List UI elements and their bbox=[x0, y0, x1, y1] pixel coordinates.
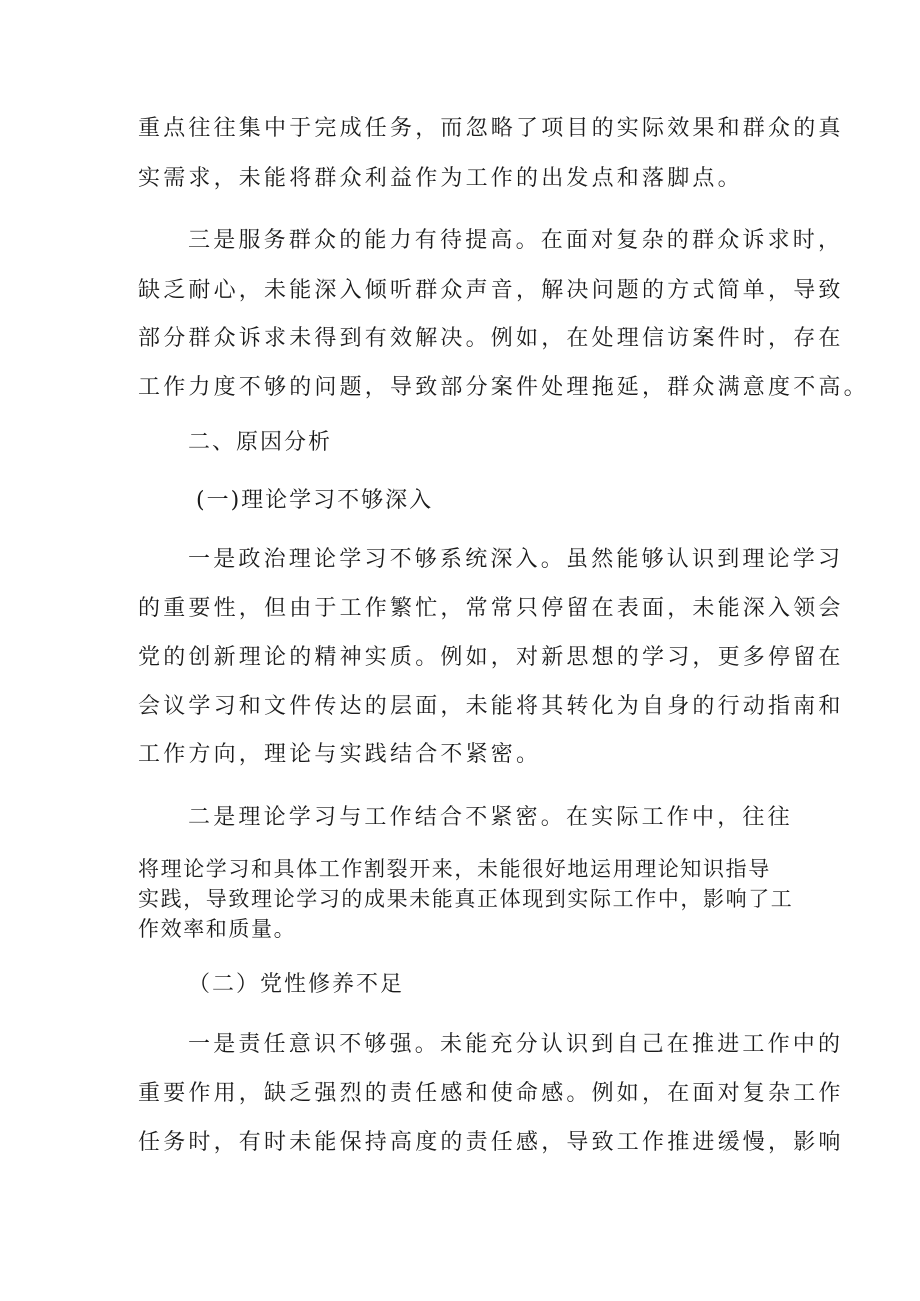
paragraph-first-line: 一是责任意识不够强。未能充分认识到自己在推进工作中的 bbox=[188, 1032, 844, 1057]
paragraph-first-line: 一是政治理论学习不够系统深入。虽然能够认识到理论学习 bbox=[188, 547, 844, 572]
body-text-line: 将理论学习和具体工作割裂开来，未能很好地运用理论知识指导 bbox=[138, 857, 771, 881]
body-text-line: 重要作用，缺乏强烈的责任感和使命感。例如，在面对复杂工作 bbox=[138, 1081, 844, 1106]
section-heading: 二、原因分析 bbox=[188, 430, 333, 455]
body-text-line: 缺乏耐心，未能深入倾听群众声音，解决问题的方式简单，导致 bbox=[138, 278, 844, 303]
subsection-heading: (一)理论学习不够深入 bbox=[196, 488, 434, 513]
paragraph-first-line: 二是理论学习与工作结合不紧密。在实际工作中，往往 bbox=[188, 805, 793, 830]
body-text-line: 作效率和质量。 bbox=[138, 917, 297, 941]
body-text-line: 工作方向，理论与实践结合不紧密。 bbox=[138, 742, 542, 767]
paragraph-first-line: 三是服务群众的能力有待提高。在面对复杂的群众诉求时， bbox=[188, 228, 844, 253]
body-text-line: 党的创新理论的精神实质。例如，对新思想的学习，更多停留在 bbox=[138, 645, 844, 670]
body-text-line: 部分群众诉求未得到有效解决。例如，在处理信访案件时，存在 bbox=[138, 326, 844, 351]
subsection-heading: （二）党性修养不足 bbox=[188, 972, 405, 997]
body-text-line: 工作力度不够的问题，导致部分案件处理拖延，群众满意度不高。 bbox=[138, 375, 869, 400]
body-text-line: 会议学习和文件传达的层面，未能将其转化为自身的行动指南和 bbox=[138, 694, 844, 719]
body-text-line: 实需求，未能将群众利益作为工作的出发点和落脚点。 bbox=[138, 166, 743, 191]
body-text-line: 的重要性，但由于工作繁忙，常常只停留在表面，未能深入领会 bbox=[138, 596, 844, 621]
body-text-line: 重点往往集中于完成任务，而忽略了项目的实际效果和群众的真 bbox=[138, 116, 844, 141]
body-text-line: 实践，导致理论学习的成果未能真正体现到实际工作中，影响了工 bbox=[138, 887, 794, 911]
body-text-line: 任务时，有时未能保持高度的责任感，导致工作推进缓慢，影响 bbox=[138, 1130, 844, 1155]
